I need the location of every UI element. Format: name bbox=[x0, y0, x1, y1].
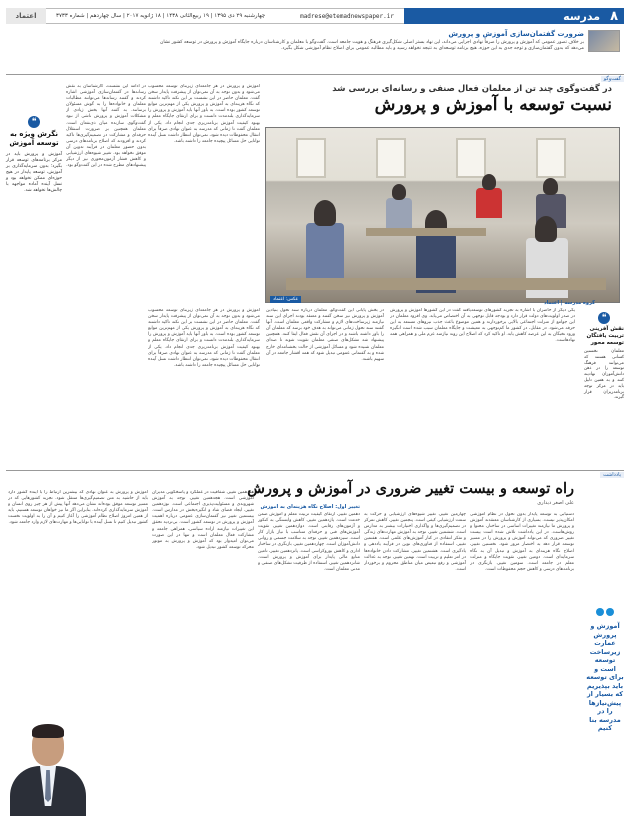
newspaper-logo: اعتماد bbox=[6, 8, 46, 24]
student bbox=[306, 223, 344, 283]
article2-headline[interactable]: راه توسعه و بیست تغییر ضروری در آموزش و پرورش bbox=[247, 480, 574, 497]
desk bbox=[366, 228, 486, 236]
student bbox=[476, 188, 502, 218]
photo-caption: عکس: اعتماد bbox=[270, 296, 301, 303]
page-number: ۸ bbox=[610, 8, 618, 24]
window bbox=[536, 138, 566, 178]
callout-label: گروه مدرسه | اعتماد bbox=[544, 300, 595, 306]
window bbox=[456, 138, 486, 178]
student-head bbox=[392, 184, 406, 200]
classroom-photo[interactable] bbox=[265, 127, 620, 303]
section-email[interactable]: madrese@etemadnewspaper.ir bbox=[300, 12, 394, 20]
article2-column: آموزش و پرورش به عنوان نهادی که بیشترین ارتباط را با آینده کشور دارد باید از حاشیه به متن تصمیم‌گیری‌ها منتقل شود. تجربه کشورهایی که در مسیر توسعه موفق بوده‌اند نشان می‌دهد آنها پیش از هر چیز روی انسان و آموزش سرمایه‌گذاری کرده‌اند. بنابراین اگر ما نیز خواهان توسعه هستیم، باید از همین امروز اصلاح نظام آموزشی را آغاز کنیم و آن را به اولویت نخست کشور تبدیل کنیم تا نسل آینده با توانایی‌ها و مهارت‌های لازم وارد جامعه شود. bbox=[8, 490, 148, 526]
window bbox=[376, 138, 406, 178]
portrait-hair bbox=[32, 724, 64, 738]
quote-box bbox=[6, 116, 62, 251]
article-column: در ادامه این نشست، کارشناسان به نقش رسانه‌ها در گفتمان‌سازی آموزشی اشاره کردند و گفتند رسانه‌ها می‌توانند مطالبات معلمان و خانواده‌ها را به گوش مسئولان برسانند. به گفته آنها بخش زیادی از مشکلات آموزش و پرورش ناشی از نبود گفت‌وگوی سازنده میان ذی‌نفعان است. معلمان همچنین بر ضرورت استقلال حرفه‌ای و مشارکت در تصمیم‌گیری‌ها تاکید کردند و افزودند که اصلاح برنامه‌های درسی بدون حضور معلمان در فرآیند تدوین آن موفق نخواهد بود. تغییر شیوه‌های ارزشیابی و کاهش فشار آزمون‌محوری نیز از دیگر پیشنهادهای مطرح شده در این گفت‌وگو بود. bbox=[66, 84, 146, 169]
article-column: یکی دیگر از حاضران با اشاره به تجربه کشورهای توسعه‌یافته گفت در این کشورها آموزش و پرورش در صدر اولویت‌های دولت قرار دارد و بودجه قابل توجهی به آن اختصاص می‌یابد. وی افزود معلمان در این جوامع از منزلت اجتماعی بالایی برخوردارند و همین موضوع باعث جذب نیروهای مستعد به این حرفه می‌شود. در مقابل، در کشور ما کم‌توجهی به معیشت و جایگاه معلمان سبب شده است انگیزه ورود نخبگان به این عرصه کاهش یابد. او تاکید کرد که اصلاح این روند نیازمند عزم ملی و همراهی همه نهادهاست. bbox=[390, 308, 575, 344]
divider bbox=[6, 470, 624, 471]
article-kicker: یادداشت bbox=[600, 472, 624, 478]
article2-column: دستیابی به توسعه پایدار بدون تحول در نظام آموزشی امکان‌پذیر نیست. بسیاری از کارشناسان معتقدند آموزش و پرورش ما نیازمند تغییرات اساسی در ساختار، محتوا و روش‌هاست. در این یادداشت تلاش شده است بیست تغییر ضروری که می‌تواند آموزش و پرورش را در مسیر توسعه قرار دهد به اختصار مرور شود. نخستین تغییر، اصلاح نگاه هزینه‌ای به آموزش و تبدیل آن به نگاه سرمایه‌ای است. دومین تغییر، تقویت جایگاه و منزلت معلم در جامعه است. سومین تغییر، بازنگری در برنامه‌های درسی و کاهش حجم محفوظات است. bbox=[470, 512, 574, 572]
student-head bbox=[535, 216, 557, 242]
student bbox=[386, 198, 412, 230]
article2-column: هفدهمین تغییر، شفافیت در عملکرد و پاسخگویی مدیران آموزشی است. هجدهمین تغییر، توجه به آموزش شهروندی و مسئولیت‌پذیری اجتماعی است. نوزدهمین تغییر، ایجاد فضای شاد و انگیزه‌بخش در مدارس است. بیستمین تغییر نیز گفتمان‌سازی عمومی درباره اهمیت آموزش و پرورش در توسعه کشور است. بی‌تردید تحقق این تغییرات نیازمند اراده سیاسی، همراهی جامعه و مشارکت فعال معلمان است و تنها در این صورت می‌توان امیدوار بود که آموزش و پرورش به موتور محرکه توسعه کشور تبدیل شود. bbox=[152, 490, 254, 550]
article2-column: چهارمین تغییر، تغییر شیوه‌های ارزشیابی و حرکت به سمت ارزشیابی کیفی است. پنجمین تغییر، کاهش تمرکز در تصمیم‌گیری‌ها و واگذاری اختیارات بیشتر به مدارس است. ششمین تغییر، توجه به آموزش مهارت‌های زندگی و تفکر انتقادی در کنار آموزش‌های علمی است. هفتمین تغییر، استفاده از فناوری‌های نوین در فرآیند یاددهی و یادگیری است. هشتمین تغییر، مشارکت دادن خانواده‌ها در امر تعلیم و تربیت است. نهمین تغییر، توجه به عدالت آموزشی و رفع تبعیض میان مناطق محروم و برخوردار است. bbox=[364, 512, 466, 572]
article-column: آموزش و پرورش در هر جامعه‌ای زیربنای توسعه محسوب می‌شود و بدون توجه به آن نمی‌توان از پیشرفت پایدار سخن گفت. معلمان حاضر در این نشست بر این نکته تاکید داشتند که نگاه هزینه‌ای به آموزش و پرورش یکی از مهم‌ترین موانع توسعه کشور بوده است. به باور آنها باید آموزش و پرورش را سرمایه‌گذاری بلندمدت دانست و برای ارتقای جایگاه معلم و بهبود کیفیت آموزش برنامه‌ریزی جدی انجام داد. یکی از معلمان گفت تا زمانی که مدرسه به عنوان نهادی صرفاً برای انتقال محفوظات دیده شود، نمی‌توان انتظار داشت نسل آینده توانایی حل مسائل پیچیده جامعه را داشته باشد. bbox=[148, 308, 260, 368]
sidebar-quote-text: آموزش و پرورش عمارت زیرساخت توسعه است و برای توسعه باید بپذیریم که بسیار از پیش‌نیازها را در مدرسه بنا کنیم bbox=[586, 622, 624, 732]
author-portrait bbox=[8, 724, 88, 816]
intro-text: بر خلاف تصور عمومی که آموزش و پرورش را صرفاً نهادی اجرایی می‌داند، این نهاد بستر اصلی شکل‌گیری فرهنگ و هویت جامعه است. گفت‌وگو با معلمان و کارشناسان درباره جایگاه آموزش و پرورش در توسعه کشور نشان می‌دهد که بدون گفتمان‌سازی و توجه جدی به این حوزه، هیچ برنامه توسعه‌ای به نتیجه نخواهد رسید و باید مطالبه عمومی برای اصلاح نظام آموزشی شکل بگیرد. bbox=[160, 40, 584, 51]
issue-date: چهارشنبه ۲۹ دی ۱۳۹۵ | ۱۹ ربیع‌الثانی ۱۴۳۸ | ۱۸ ژانویه ۲۰۱۷ | سال چهاردهم | شماره ۳۷۳۳ bbox=[56, 13, 266, 19]
quote-text: آموزش و پرورش باید در مرکز برنامه‌های توسعه قرار بگیرد؛ بدون سرمایه‌گذاری بر آموزش، توسعه پایدار در هیچ حوزه‌ای ممکن نخواهد بود و نسل آینده آماده مواجهه با چالش‌ها نخواهد شد. bbox=[6, 152, 62, 193]
article-column: آموزش و پرورش در هر جامعه‌ای زیربنای توسعه محسوب می‌شود و بدون توجه به آن نمی‌توان از پیشرفت پایدار سخن گفت. معلمان حاضر در این نشست بر این نکته تاکید داشتند که نگاه هزینه‌ای به آموزش و پرورش یکی از مهم‌ترین موانع توسعه کشور بوده است. به باور آنها باید آموزش و پرورش را سرمایه‌گذاری بلندمدت دانست و برای ارتقای جایگاه معلم و بهبود کیفیت آموزش برنامه‌ریزی جدی انجام داد. یکی از معلمان گفت تا زمانی که مدرسه به عنوان نهادی صرفاً برای انتقال محفوظات دیده شود، نمی‌توان انتظار داشت نسل آینده توانایی حل مسائل پیچیده جامعه را داشته باشد. bbox=[148, 84, 260, 144]
sidebar-text: معلمان نخستین کسانی هستند که می‌توانند فرهنگ توسعه را در ذهن دانش‌آموزان نهادینه کنند و به همین دلیل باید در مرکز توجه برنامه‌ریزان قرار گیرند. bbox=[584, 349, 624, 401]
quote-icon: ❝ bbox=[598, 312, 610, 324]
article2-author: علی اصغر دیداری bbox=[537, 500, 574, 506]
quote-marks-icon bbox=[596, 608, 614, 618]
article2-subtitle: تغییر اول: اصلاح نگاه هزینه‌ای به آموزش bbox=[260, 504, 360, 510]
quote-icon: ❝ bbox=[28, 116, 40, 128]
desk bbox=[286, 278, 606, 290]
sidebar-title: نقش آفرینی تربیت یافتگان توسعه محور bbox=[586, 326, 624, 346]
student-head bbox=[314, 200, 336, 226]
intro-strip bbox=[160, 28, 624, 72]
article2-column: دهمین تغییر، ارتقای کیفیت تربیت معلم و آموزش ضمن خدمت است. یازدهمین تغییر، کاهش وابستگی به کنکور و آزمون‌های رقابتی است. دوازدهمین تغییر، تقویت آموزش‌های فنی و حرفه‌ای متناسب با نیاز بازار کار است. سیزدهمین تغییر، توجه به سلامت جسمی و روانی دانش‌آموزان است. چهاردهمین تغییر، بازنگری در ساختار اداری و کاهش بوروکراسی است. پانزدهمین تغییر، تامین منابع مالی پایدار برای آموزش و پرورش است. شانزدهمین تغییر، استفاده از ظرفیت تشکل‌های صنفی و مدنی معلمان است. bbox=[258, 512, 360, 572]
article-kicker: گفت‌وگو bbox=[601, 76, 624, 82]
sidebar-quote bbox=[586, 608, 624, 733]
page-header bbox=[6, 8, 624, 24]
article-column: در بخش پایانی این گفت‌وگو، معلمان درباره سند تحول بنیادین آموزش و پرورش نیز سخن گفتند و معتقد بودند اجرای این سند نیازمند زیرساخت‌های لازم و مشارکت واقعی معلمان است. آنها گفتند سند تحول زمانی می‌تواند به هدف خود برسد که معلمان آن را باور داشته باشند و در اجرای آن نقش فعال ایفا کنند. همچنین پیشنهاد شد تشکل‌های صنفی معلمان تقویت شوند تا صدای معلمان شنیده شود و مسائل آموزشی از حالت بخشنامه‌ای خارج شده و به گفتمانی عمومی تبدیل شود که همه اقشار جامعه در آن سهیم باشند. bbox=[266, 308, 384, 362]
article-subhead: در گفت‌وگوی چند تن از معلمان فعال صنفی و رسانه‌ای بررسی شد bbox=[332, 84, 612, 94]
header-meta bbox=[46, 8, 404, 24]
section-title: مدرسه bbox=[563, 9, 601, 23]
intro-thumbnail bbox=[588, 30, 620, 52]
sidebar-box bbox=[584, 312, 624, 462]
window bbox=[296, 138, 326, 178]
section-banner bbox=[404, 8, 624, 24]
article-headline[interactable]: نسبت توسعه با آموزش و پرورش bbox=[374, 95, 612, 115]
quote-title: نگرش ویژه به توسعه آموزش bbox=[9, 130, 59, 147]
intro-title: ضرورت گفتمان‌سازی آموزش و پرورش bbox=[448, 30, 584, 38]
divider bbox=[6, 74, 624, 75]
student-head bbox=[543, 178, 558, 195]
student-head bbox=[482, 174, 496, 190]
